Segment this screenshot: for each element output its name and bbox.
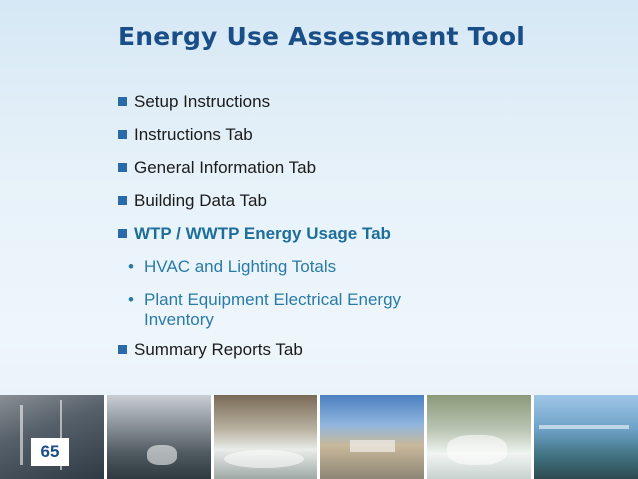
photo-aeration <box>427 395 531 479</box>
subitem-plant-equipment <box>128 290 538 340</box>
bullet-label: General Information Tab <box>134 158 317 177</box>
bullet-label: Building Data Tab <box>134 191 267 210</box>
photo-clarifier <box>320 395 424 479</box>
bullet-instructions-tab <box>118 125 538 158</box>
page-number: 65 <box>31 438 69 466</box>
bullet-building-data-tab <box>118 191 538 224</box>
bullet-summary-reports-tab <box>118 340 538 373</box>
square-bullet-icon <box>118 97 127 106</box>
square-bullet-icon <box>118 196 127 205</box>
bullet-label: WTP / WWTP Energy Usage Tab <box>134 224 391 243</box>
square-bullet-icon <box>118 130 127 139</box>
bullet-setup-instructions <box>118 92 538 125</box>
photo-outfall <box>214 395 318 479</box>
square-bullet-icon <box>118 345 127 354</box>
photo-tank <box>534 395 638 479</box>
dot-bullet-icon: • <box>128 257 134 276</box>
square-bullet-icon <box>118 163 127 172</box>
bullet-label: Setup Instructions <box>134 92 271 111</box>
dot-bullet-icon: • <box>128 290 134 309</box>
slide-title: Energy Use Assessment Tool <box>118 22 526 51</box>
subitem-label: Plant Equipment Electrical Energy Inventory <box>144 290 402 329</box>
bullet-list <box>118 92 538 373</box>
bullet-energy-usage-tab <box>118 224 538 257</box>
photo-strip <box>0 395 638 479</box>
square-bullet-icon <box>118 229 127 238</box>
photo-channel <box>107 395 211 479</box>
bullet-general-information-tab <box>118 158 538 191</box>
photo-pipes <box>0 395 104 479</box>
subitem-label: HVAC and Lighting Totals <box>144 257 337 276</box>
subitem-hvac-lighting <box>128 257 538 290</box>
bullet-label: Summary Reports Tab <box>134 340 303 359</box>
bullet-label: Instructions Tab <box>134 125 253 144</box>
